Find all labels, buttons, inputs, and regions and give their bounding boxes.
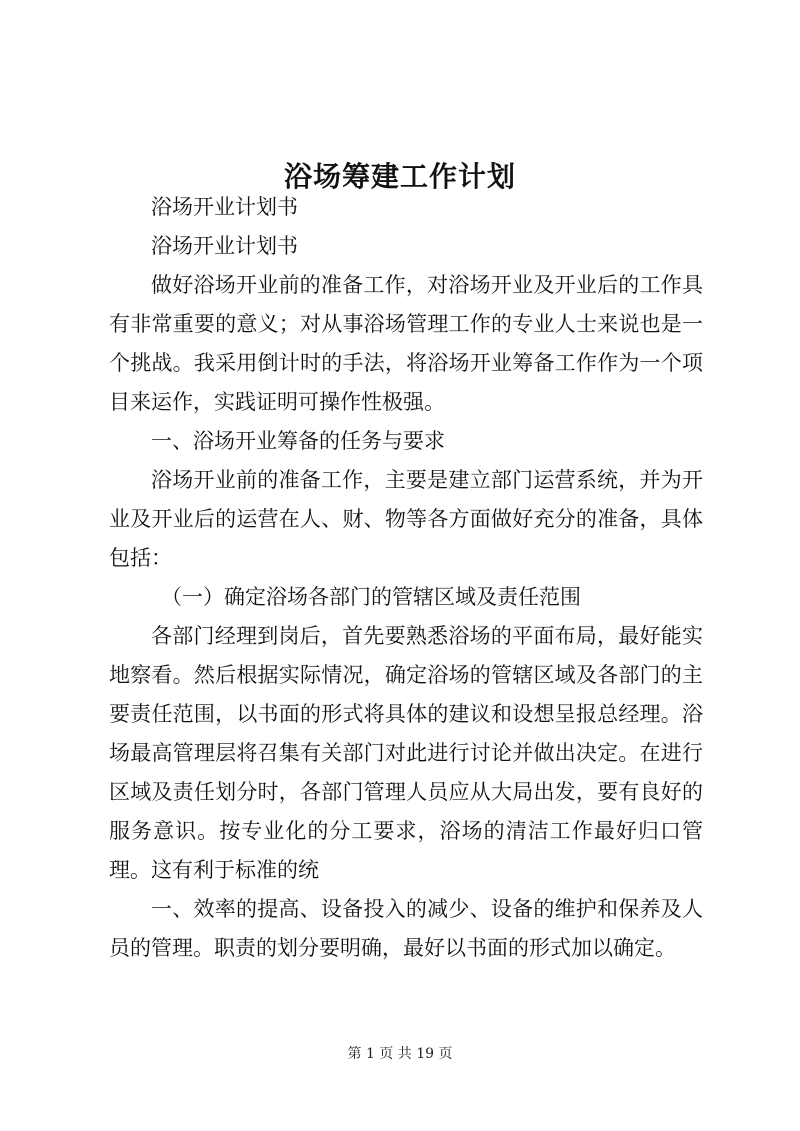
paragraph-heading-2: 浴场开业计划书 (151, 234, 298, 258)
page-footer: 第 1 页 共 19 页 (347, 1046, 453, 1062)
paragraph-intro: 做好浴场开业前的准备工作，对浴场开业及开业后的工作具有非常重要的意义；对从事浴场管理工作的专业人士来说也是一个挑战。我采用倒计时的手法，将浴场开业筹备工作作为一个项目来运作，实践证明可操作性极强。 (109, 273, 703, 414)
document-title: 浴场筹建工作计划 (283, 159, 516, 193)
document-body (109, 188, 703, 968)
paragraph-preparation: 浴场开业前的准备工作，主要是建立部门运营系统，并为开业及开业后的运营在人、财、物等各方面做好充分的准备，具体包括： (109, 468, 703, 570)
subsection-heading-1: （一）确定浴场各部门的管辖区域及责任范围 (161, 585, 581, 609)
paragraph-department: 各部门经理到岗后，首先要熟悉浴场的平面布局，最好能实地察看。然后根据实际情况，确定浴场的管辖区域及各部门的主要责任范围，以书面的形式将具体的建议和设想呈报总经理。浴场最高管理层将召集有关部门对此进行讨论并做出决定。在进行区域及责任划分时，各部门管理人员应从大局出发，要有良好的服务意识。按专业化的分工要求，浴场的清洁工作最好归口管理。这有利于标准的统 (109, 624, 703, 882)
section-heading-1: 一、浴场开业筹备的任务与要求 (151, 429, 445, 453)
paragraph-heading-1: 浴场开业计划书 (151, 195, 298, 219)
paragraph-efficiency: 一、效率的提高、设备投入的减少、设备的维护和保养及人员的管理。职责的划分要明确，最好以书面的形式加以确定。 (109, 897, 703, 960)
